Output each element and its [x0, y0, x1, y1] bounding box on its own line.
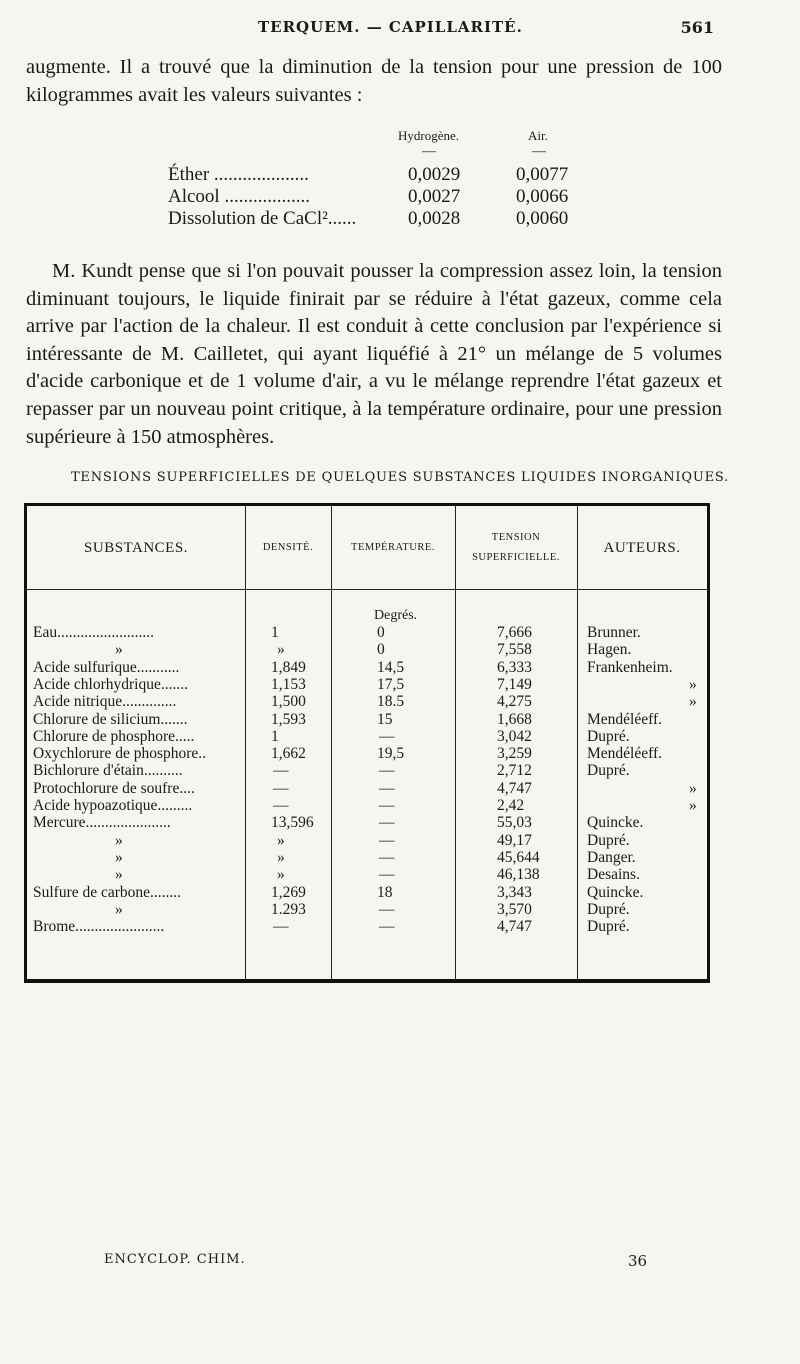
cell-auteur: Dupré. — [587, 900, 630, 918]
cell-substance: » — [115, 641, 123, 659]
cell-tension: 1,668 — [497, 710, 532, 728]
cell-temperature: — — [379, 866, 395, 884]
footer-right: 36 — [628, 1252, 648, 1270]
cell-tension: 2,42 — [497, 797, 525, 814]
cell-tension: 7,558 — [497, 641, 532, 659]
cell-densite: 1,593 — [271, 710, 306, 728]
cell-tension: 3,343 — [497, 883, 532, 901]
col-header-air: Air. — [528, 128, 548, 143]
cell-substance: Sulfure de carbone........ — [33, 883, 182, 901]
cell-auteur: Mendéléeff. — [587, 745, 663, 763]
cell-auteur: Desains. — [587, 866, 640, 884]
col-header-tension: TENSION SUPERFICIELLE. — [472, 531, 560, 563]
cell-densite: 1,500 — [271, 693, 306, 711]
row-label: Dissolution de CaCl²...... — [168, 208, 357, 229]
cell-auteur: Dupré. — [587, 918, 630, 936]
cell-temperature: — — [379, 762, 395, 780]
cell-auteur: » — [689, 693, 697, 711]
cell-auteur: Dupré. — [587, 831, 630, 849]
cell-densite: 1 — [271, 624, 279, 641]
header-rule: — — [532, 144, 546, 159]
cell-densite: 1,153 — [271, 675, 306, 693]
page-footer — [0, 1252, 800, 1276]
cell-substance: Acide hypoazotique......... — [33, 797, 193, 814]
cell-temperature: 0 — [377, 641, 385, 659]
cell-temperature: — — [379, 814, 395, 832]
paragraph-kundt: M. Kundt pense que si l'on pouvait pousser la compression assez loin, la tension diminuant toujours, le liquide finirait par se réduire à l'état gazeux, comme cela arrive par l'action de la chaleur. Il est conduit à cette conclusion par l'expérience si intéressante de M. Cailletet, qui ayant liquéfié à 21° un mélange de 5 volumes d'acide carbonique et de 1 volume d'air, a vu le mélange reprendre l'état gazeux et repasser par un nouveau point critique, à la température ordinaire, pour une pression supérieure à 150 atmosphères. — [26, 260, 722, 448]
cell-tension: 2,712 — [497, 762, 532, 780]
cell-densite: » — [277, 848, 285, 866]
value-hydrogene: 0,0028 — [408, 208, 461, 229]
cell-tension: 3,259 — [497, 745, 532, 763]
footer-left: ENCYCLOP. CHIM. — [104, 1252, 246, 1267]
cell-auteur: Frankenheim. — [587, 658, 673, 676]
cell-tension: 49,17 — [497, 831, 532, 849]
col-header-auteurs: AUTEURS. — [603, 539, 681, 556]
cell-densite: — — [273, 797, 289, 814]
table-title: TENSIONS SUPERFICIELLES DE QUELQUES SUBSTANCES LIQUIDES INORGANIQUES. — [70, 470, 730, 485]
cell-substance: Acide nitrique.............. — [33, 693, 177, 711]
cell-temperature: 18 — [377, 883, 393, 901]
cell-densite: — — [273, 762, 289, 780]
cell-densite: » — [277, 641, 285, 659]
cell-substance: » — [115, 866, 123, 884]
col-header-substances: SUBSTANCES. — [84, 539, 188, 556]
cell-densite: 1,269 — [271, 883, 306, 901]
cell-temperature: 0 — [377, 624, 385, 641]
cell-auteur: Hagen. — [587, 641, 632, 659]
running-title: TERQUEM. — CAPILLARITÉ. — [258, 18, 523, 36]
cell-auteur: Mendéléeff. — [587, 710, 663, 728]
cell-auteur: Quincke. — [587, 883, 644, 901]
col-header-hydrogene: Hydrogène. — [398, 128, 460, 143]
header-divider — [27, 589, 707, 590]
cell-tension: 55,03 — [497, 814, 532, 832]
cell-auteur: » — [689, 675, 697, 693]
col-header-temperature: TEMPÉRATURE. — [351, 541, 435, 553]
cell-densite: — — [273, 918, 289, 936]
cell-substance: » — [115, 848, 123, 866]
cell-temperature: — — [379, 779, 395, 797]
cell-densite: 1,662 — [271, 745, 306, 763]
header-rule: — — [422, 144, 436, 159]
cell-auteur: Dupré. — [587, 762, 630, 780]
cell-substance: Oxychlorure de phosphore.. — [33, 745, 207, 763]
cell-temperature: — — [379, 797, 395, 814]
cell-auteur: Quincke. — [587, 814, 644, 832]
cell-densite: 1,849 — [271, 658, 306, 676]
cell-tension: 4,747 — [497, 918, 532, 936]
cell-substance: Eau......................... — [33, 624, 154, 641]
cell-substance: Acide sulfurique........... — [33, 658, 180, 676]
cell-temperature: — — [379, 727, 395, 745]
paragraph-intro: augmente. Il a trouvé que la diminution de la tension pour une pression de 100 kilogrammes avait les valeurs suivantes : — [26, 56, 722, 106]
cell-tension: 3,042 — [497, 727, 532, 745]
cell-temperature: 19,5 — [377, 745, 405, 763]
cell-temperature: — — [379, 848, 395, 866]
row-label: Éther .................... — [168, 164, 309, 185]
cell-substance: » — [115, 900, 123, 918]
cell-substance: Mercure...................... — [33, 814, 171, 832]
cell-temperature: — — [379, 831, 395, 849]
column-divider — [455, 506, 456, 979]
cell-substance: Acide chlorhydrique....... — [33, 675, 188, 693]
cell-densite: — — [273, 779, 289, 797]
value-air: 0,0060 — [516, 208, 569, 229]
cell-substance: Chlorure de phosphore..... — [33, 727, 195, 745]
col-header-densite: DENSITÉ. — [262, 541, 314, 553]
value-hydrogene: 0,0027 — [408, 186, 461, 207]
cell-auteur: » — [689, 779, 697, 797]
cell-auteur: Brunner. — [587, 624, 641, 641]
cell-temperature: 14,5 — [377, 658, 405, 676]
cell-densite: 13,596 — [271, 814, 314, 832]
cell-tension: 46,138 — [497, 866, 540, 884]
cell-auteur: » — [689, 797, 697, 814]
cell-temperature: 18.5 — [377, 693, 405, 711]
cell-densite: » — [277, 866, 285, 884]
cell-substance: Brome....................... — [33, 918, 165, 936]
running-header — [0, 18, 800, 42]
cell-tension: 45,644 — [497, 848, 540, 866]
cell-temperature: — — [379, 918, 395, 936]
cell-substance: Chlorure de silicium....... — [33, 710, 188, 728]
cell-substance: Bichlorure d'étain.......... — [33, 762, 183, 780]
cell-tension: 6,333 — [497, 658, 532, 676]
cell-substance: » — [115, 831, 123, 849]
cell-densite: 1.293 — [271, 900, 306, 918]
value-air: 0,0066 — [516, 186, 569, 207]
cell-temperature: — — [379, 900, 395, 918]
cell-tension: 7,666 — [497, 624, 532, 641]
cell-tension: 7,149 — [497, 675, 532, 693]
value-air: 0,0077 — [516, 164, 569, 185]
cell-auteur: Danger. — [587, 848, 636, 866]
cell-auteur: Dupré. — [587, 727, 630, 745]
cell-densite: » — [277, 831, 285, 849]
cell-densite: 1 — [271, 727, 279, 745]
cell-tension: 4,747 — [497, 779, 532, 797]
cell-substance: Protochlorure de soufre.... — [33, 779, 195, 797]
cell-tension: 4,275 — [497, 693, 532, 711]
temperature-unit: Degrés. — [374, 608, 418, 623]
cell-tension: 3,570 — [497, 900, 532, 918]
surface-tension-table — [24, 503, 710, 983]
row-label: Alcool .................. — [168, 186, 310, 207]
value-hydrogene: 0,0029 — [408, 164, 461, 185]
cell-temperature: 17,5 — [377, 675, 405, 693]
page-number: 561 — [680, 18, 714, 37]
cell-temperature: 15 — [377, 710, 393, 728]
